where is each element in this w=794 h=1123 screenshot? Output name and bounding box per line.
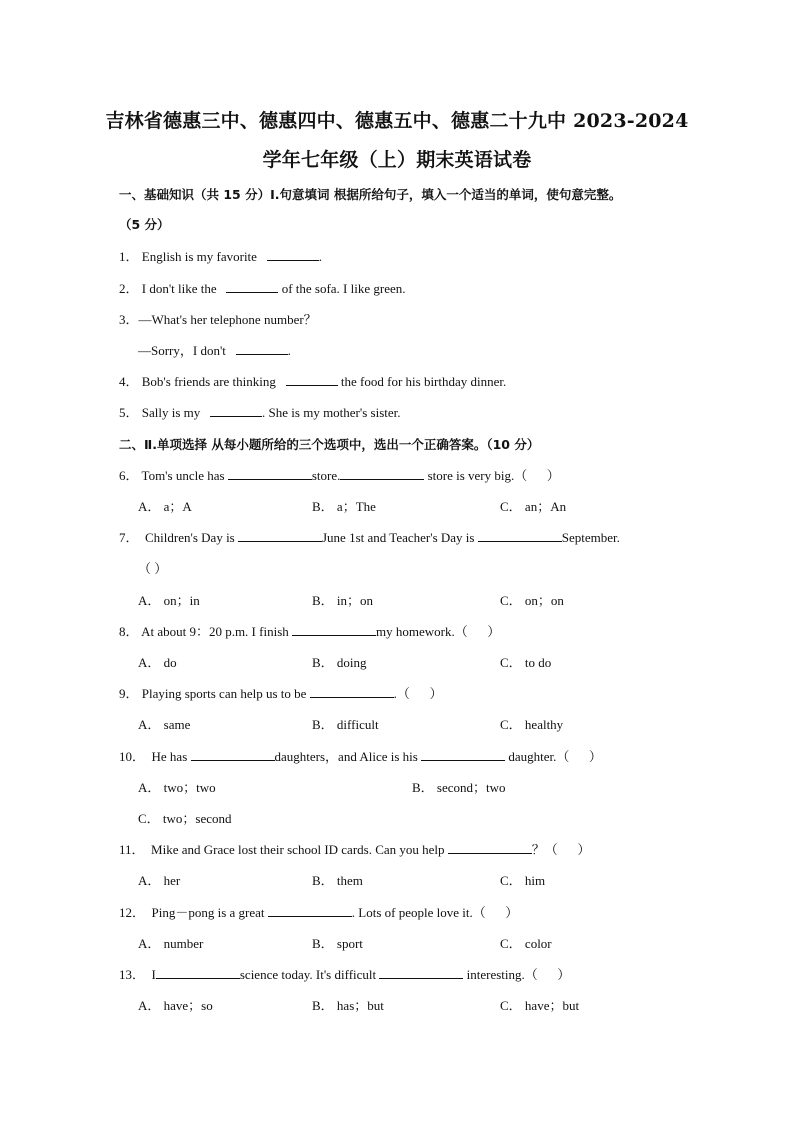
option-a[interactable]: A． same <box>138 717 191 732</box>
question-text: English is my favorite <box>141 249 257 264</box>
option-a[interactable]: A． on；in <box>138 593 200 608</box>
answer-blank[interactable] <box>226 280 278 293</box>
question-text: . <box>287 343 291 358</box>
exam-title-line1: 吉林省德惠三中、德惠四中、德惠五中、德惠二十九中 2023-2024 <box>105 110 689 132</box>
question-text: I don't like the <box>141 281 217 296</box>
answer-blank[interactable] <box>191 748 275 761</box>
question-4 <box>119 373 506 391</box>
question-number: 13． <box>119 967 146 982</box>
question-text: . She is my mother's sister. <box>262 405 401 420</box>
question-text: ） <box>588 749 602 764</box>
answer-blank[interactable] <box>292 623 376 636</box>
question-number: 12． <box>119 905 146 920</box>
question-6 <box>119 467 560 485</box>
option-c[interactable]: C． healthy <box>500 717 564 732</box>
answer-blank[interactable] <box>478 529 562 542</box>
question-text: June 1st and Teacher's Day is <box>322 530 475 545</box>
option-b[interactable]: B． difficult <box>312 717 379 732</box>
question-number: 6． <box>119 468 139 483</box>
question-text: interesting.（ <box>466 967 538 982</box>
question-12 <box>119 904 518 922</box>
option-b[interactable]: B． a；The <box>312 499 376 514</box>
question-text: ） <box>546 468 560 483</box>
answer-blank[interactable] <box>421 748 505 761</box>
question-5 <box>119 404 401 422</box>
question-8 <box>119 623 500 641</box>
option-b[interactable]: B． sport <box>312 936 363 951</box>
question-number: 1． <box>119 249 139 264</box>
answer-blank[interactable] <box>238 529 322 542</box>
question-text: store is very big.（ <box>427 468 528 483</box>
question-text: . <box>318 249 322 264</box>
question-text: Bob's friends are thinking <box>141 374 276 389</box>
question-13 <box>119 966 570 984</box>
option-c[interactable]: C． on；on <box>500 593 564 608</box>
question-text: At about 9：20 p.m. I finish <box>141 624 289 639</box>
question-text: Tom's uncle has <box>141 468 225 483</box>
question-text: daughters，and Alice is his <box>274 749 418 764</box>
question-1 <box>119 248 322 266</box>
answer-blank[interactable] <box>156 966 240 979</box>
section1-score: （5 分） <box>119 217 170 232</box>
question-text: ） <box>429 686 443 701</box>
option-b[interactable]: B． has；but <box>312 998 384 1013</box>
question-text: I <box>151 967 156 982</box>
option-a[interactable]: A． have；so <box>138 998 213 1013</box>
answer-blank[interactable] <box>268 904 352 917</box>
question-text: Playing sports can help us to be <box>141 686 307 701</box>
question-3 <box>119 311 317 329</box>
question-text: ） <box>577 842 591 857</box>
option-a[interactable]: A． do <box>138 655 177 670</box>
question-number: 4． <box>119 374 139 389</box>
question-text: Sally is my <box>141 405 201 420</box>
question-text: my homework.（ <box>376 624 468 639</box>
answer-blank[interactable] <box>210 404 262 417</box>
option-c[interactable]: C． two；second <box>138 811 232 826</box>
option-c[interactable]: C． color <box>500 936 552 951</box>
question-text: store. <box>311 468 341 483</box>
option-b[interactable]: B． doing <box>312 655 367 670</box>
question-text: ） <box>557 967 571 982</box>
question-text: .（ <box>393 686 410 701</box>
option-c[interactable]: C． to do <box>500 655 552 670</box>
question-text: . Lots of people love it.（ <box>351 905 486 920</box>
answer-blank[interactable] <box>448 841 532 854</box>
question-number: 8． <box>119 624 139 639</box>
question-text: science today. It's difficult <box>239 967 377 982</box>
question-7-paren: （ ） <box>138 561 168 576</box>
option-b[interactable]: B． them <box>312 873 363 888</box>
exam-title-line2: 学年七年级（上）期末英语试卷 <box>262 149 532 171</box>
question-text: September. <box>561 530 620 545</box>
question-9 <box>119 685 442 703</box>
question-number: 5． <box>119 405 139 420</box>
answer-blank[interactable] <box>228 467 312 480</box>
section1-header: 一、基础知识（共 15 分）Ⅰ.句意填词 根据所给句子，填入一个适当的单词，使句意完整。 <box>119 187 622 202</box>
answer-blank[interactable] <box>236 342 288 355</box>
question-number: 11． <box>119 842 145 857</box>
question-number: 2． <box>119 281 139 296</box>
question-text: Mike and Grace lost their school ID cards. Can you help <box>151 842 445 857</box>
question-number: 3． <box>119 312 139 327</box>
question-7 <box>119 529 620 547</box>
question-2 <box>119 280 406 298</box>
question-number: 9． <box>119 686 139 701</box>
question-text: ？（ <box>531 842 558 857</box>
question-text: —What's her telephone number？ <box>138 312 317 327</box>
question-text: —Sorry，I don't <box>138 343 226 358</box>
option-b[interactable]: B． in；on <box>312 593 374 608</box>
option-a[interactable]: A． two；two <box>138 780 216 795</box>
question-text: ） <box>487 624 501 639</box>
question-text: ） <box>505 905 519 920</box>
option-c[interactable]: C． an；An <box>500 499 567 514</box>
question-text: Children's Day is <box>145 530 235 545</box>
question-text: He has <box>151 749 188 764</box>
question-3-response <box>138 342 291 360</box>
section2-header: 二、Ⅱ.单项选择 从每小题所给的三个选项中，选出一个正确答案。（10 分） <box>119 437 540 452</box>
answer-blank[interactable] <box>340 467 424 480</box>
answer-blank[interactable] <box>267 248 319 261</box>
question-10 <box>119 748 602 766</box>
question-text: of the sofa. I like green. <box>281 281 406 296</box>
answer-blank[interactable] <box>286 373 338 386</box>
option-c[interactable]: C． him <box>500 873 546 888</box>
option-b[interactable]: B． second；two <box>412 780 506 795</box>
option-a[interactable]: A． her <box>138 873 181 888</box>
question-11 <box>119 841 590 859</box>
option-c[interactable]: C． have；but <box>500 998 580 1013</box>
question-number: 7． <box>119 530 139 545</box>
answer-blank[interactable] <box>379 966 463 979</box>
question-text: Ping－pong is a great <box>151 905 265 920</box>
option-a[interactable]: A． a；A <box>138 499 192 514</box>
question-text: the food for his birthday dinner. <box>340 374 507 389</box>
question-number: 10． <box>119 749 146 764</box>
question-text: daughter.（ <box>508 749 570 764</box>
answer-blank[interactable] <box>310 685 394 698</box>
option-a[interactable]: A． number <box>138 936 204 951</box>
